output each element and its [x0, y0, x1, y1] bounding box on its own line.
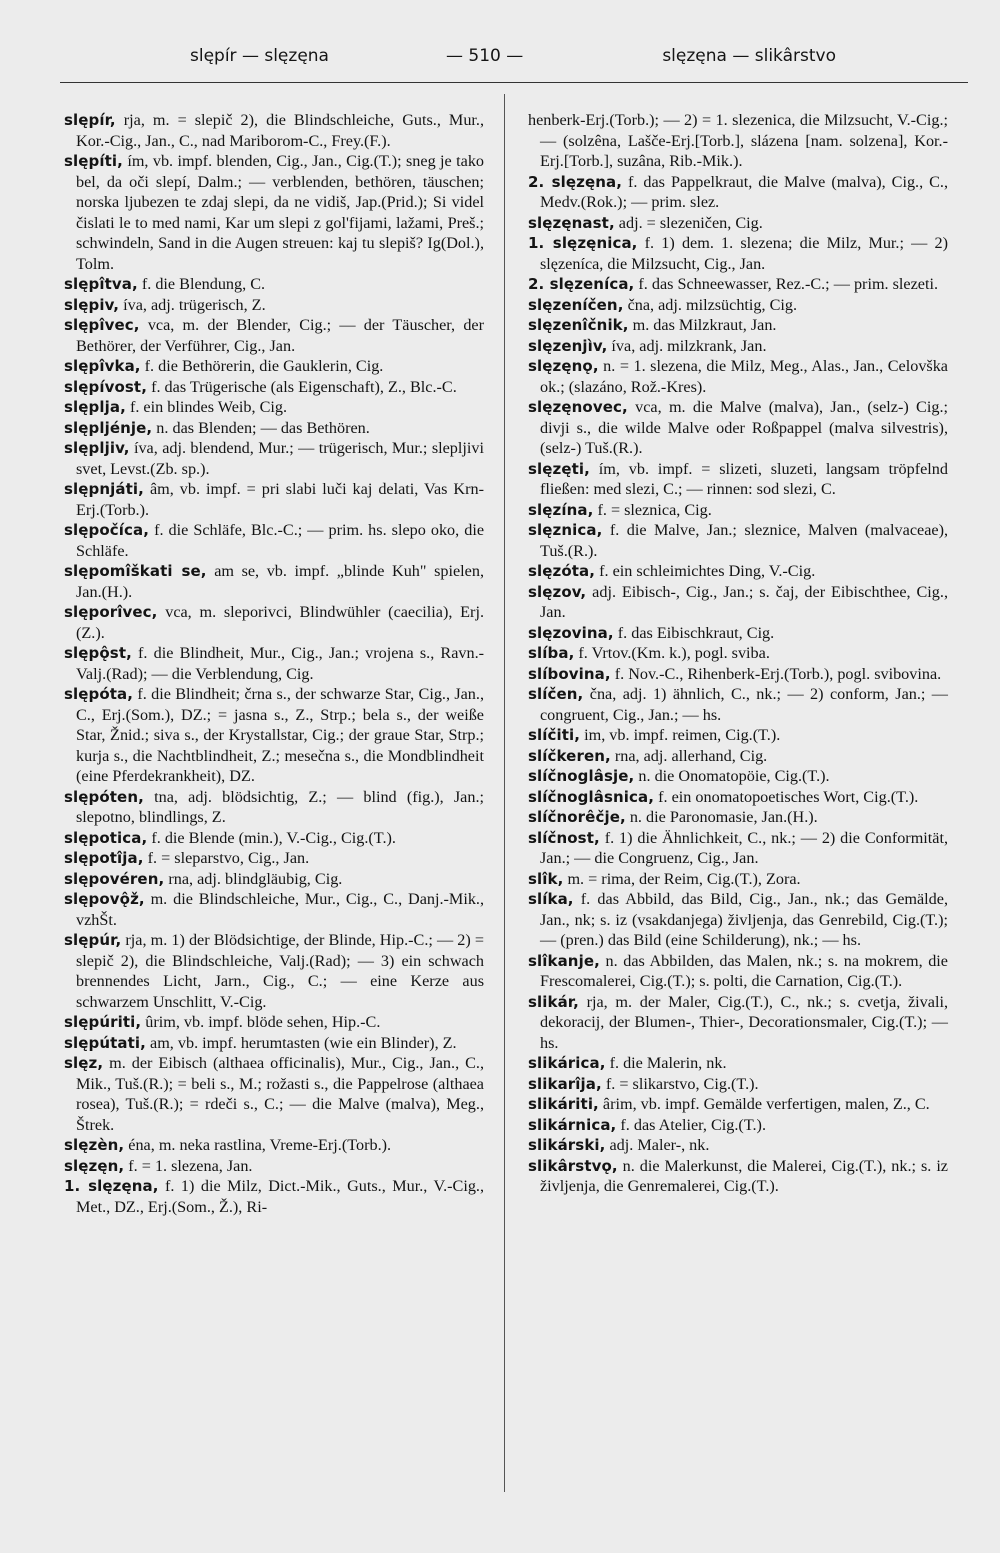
entry-definition: f. = slikarstvo, Cig.(T.). [605, 1074, 759, 1093]
dictionary-entry [528, 992, 948, 1054]
entry-definition: im, vb. impf. reimen, Cig.(T.). [584, 726, 781, 744]
entry-headword: slępotica, [64, 828, 148, 847]
entry-definition: ím, vb. impf. blenden, Cig., Jan., Cig.(T.); sneg je tako bel, da oči slepí, Dalm.; — verblenden, bethören, täuschen; norska ljubezen te zdaj slepi, da ne vidiš, Jap.(Prid.); Si videl čislati le to med nami, Kar um slepi z gol'fijami, lažami, Preš.; schwindeln, Sand in die Augen streuen: kaj tu slepiš? Ig(Dol.), Tolm. [76, 152, 485, 273]
entry-headword: slępovéren, [64, 869, 165, 888]
entry-headword: slęz, [64, 1054, 104, 1072]
entry-definition: f. das Abbild, das Bild, Cig., Jan., nk.; das Gemälde, Jan., nk; s. iz (vsakdanjega) življenja, das Genrebild, Cig.(T.); — (pren.) das Bild (eine Schilderung), nk.; — hs. [540, 890, 948, 949]
dictionary-entry [64, 274, 484, 295]
entry-definition: m. die Blindschleiche, Mur., Cig., C., Danj.-Mik., vzhŠt. [76, 890, 485, 929]
entry-definition: rna, adj. blindgläubig, Cig. [168, 869, 343, 888]
entry-definition: f. die Malerin, nk. [609, 1054, 727, 1072]
dictionary-entry [528, 1074, 948, 1095]
entry-headword: slępúr, [64, 931, 122, 949]
dictionary-entry [64, 315, 484, 356]
entry-definition: f. das Trügerische (als Eigenschaft), Z., Blc.-C. [151, 377, 457, 396]
entry-definition: f. die Blindheit; črna s., der schwarze Star, Cig., Jan., C., Erj.(Som.), DZ.; = jasna s., Z., Strp.; bela s., der weiße Star, Žnid.; siva s., der Krystallstar, Cig.; der graue Star, Strp.; kurja s., die Nachtblindheit, Z.; mesečna s., die Mondblindheit (eine Pferdekrankheit), DZ. [76, 685, 484, 785]
entry-definition: adj. Maler-, nk. [609, 1136, 710, 1154]
entry-definition: adj. = slezeničen, Cig. [618, 213, 763, 232]
entry-definition: ârim, vb. impf. Gemälde verfertigen, malen, Z., C. [602, 1095, 930, 1113]
entry-headword: slíčnost, [528, 828, 600, 847]
dictionary-entry [528, 520, 948, 561]
dictionary-entry [64, 295, 484, 316]
dictionary-entry [64, 643, 484, 684]
dictionary-entry [528, 1053, 948, 1074]
entry-definition: f. die Schläfe, Blc.-C.; — prim. hs. slepo oko, die Schläfe. [76, 521, 485, 560]
dictionary-entry [64, 684, 484, 787]
entry-headword: slikarîja, [528, 1074, 602, 1093]
entry-headword: slępîtva, [64, 275, 138, 293]
entry-headword: slîkanje, [528, 951, 600, 970]
dictionary-entry [528, 274, 948, 295]
entry-definition: f. ein blindes Weib, Cig. [129, 398, 288, 416]
dictionary-entry [528, 397, 948, 459]
dictionary-entry [528, 807, 948, 828]
entry-definition: f. die Malve, Jan.; sleznice, Malven (malvaceae), Tuš.(R.). [540, 521, 949, 560]
entry-headword: slikárica, [528, 1054, 606, 1072]
dictionary-entry [64, 151, 484, 274]
entry-definition: íva, adj. milzkrank, Jan. [611, 336, 767, 355]
dictionary-entry [528, 869, 948, 890]
dictionary-entry [528, 787, 948, 808]
entry-definition: f. Vrtov.(Km. k.), pogl. sviba. [578, 644, 770, 662]
running-head [190, 42, 836, 72]
entry-headword: slikárnica, [528, 1115, 617, 1134]
entry-definition: f. Nov.-C., Rihenberk-Erj.(Torb.), pogl. svibovina. [614, 664, 942, 683]
entry-definition: n. die Paronomasie, Jan.(H.). [629, 808, 818, 826]
dictionary-entry [64, 1012, 484, 1033]
entry-definition: ûrim, vb. impf. blöde sehen, Hip.-C. [145, 1013, 381, 1031]
dictionary-entry [528, 623, 948, 644]
entry-headword: slęzèn, [64, 1136, 125, 1154]
dictionary-entry [528, 746, 948, 767]
entry-headword: slíčiti, [528, 726, 581, 744]
entry-definition: f. die Blende (min.), V.-Cig., Cig.(T.). [151, 828, 396, 847]
dictionary-entry [528, 889, 948, 951]
entry-headword: slęznica, [528, 521, 603, 539]
entry-definition: f. = sleparstvo, Cig., Jan. [147, 849, 310, 867]
entry-definition: f. ein schleimichtes Ding, V.-Cig. [599, 562, 816, 580]
entry-headword: slíčkeren, [528, 746, 611, 765]
entry-headword: slikáriti, [528, 1095, 599, 1113]
column-divider [504, 94, 505, 1492]
running-head-left: slępír — slęzęna [190, 46, 329, 66]
entry-headword: slęzína, [528, 500, 594, 519]
dictionary-entry [528, 110, 948, 172]
entry-definition: f. das Atelier, Cig.(T.). [620, 1115, 766, 1134]
entry-headword: slępîvec, [64, 316, 140, 334]
entry-headword: slíčen, [528, 685, 584, 703]
dictionary-entry [64, 828, 484, 849]
entry-definition: f. 1) die Ähnlichkeit, C., nk.; — 2) die Conformität, Jan.; — die Congruenz, Cig., Jan. [540, 828, 949, 867]
entry-definition: f. ein onomatopoetisches Wort, Cig.(T.). [658, 787, 919, 806]
dictionary-entry [64, 848, 484, 869]
entry-definition: rja, m. der Maler, Cig.(T.), C., nk.; s. cvetja, živali, dekoracij, der Blumen-, Thier-, Decorationsmaler, Cig.(T.); — hs. [540, 992, 948, 1052]
header-rule [60, 82, 968, 83]
dictionary-entry [64, 520, 484, 561]
entry-definition: f. das Eibischkraut, Cig. [617, 623, 775, 642]
entry-headword: 2. slęzęna, [528, 172, 623, 191]
entry-headword: slępír, [64, 111, 116, 129]
entry-definition: n. die Malerkunst, die Malerei, Cig.(T.), nk.; s. iz življenja, die Genremalerei, Cig.(T.). [540, 1156, 948, 1195]
dictionary-entry [528, 1156, 948, 1197]
entry-headword: slęzęnast, [528, 213, 615, 232]
entry-definition: vca, m. sleporivci, Blindwühler (caecilia), Erj.(Z.). [76, 603, 484, 642]
right-column [528, 110, 948, 1197]
entry-headword: slíka, [528, 890, 574, 908]
dictionary-entry [528, 213, 948, 234]
dictionary-entry [64, 1156, 484, 1177]
entry-headword: 1. slęzęna, [64, 1177, 159, 1195]
dictionary-entry [64, 356, 484, 377]
dictionary-entry [64, 869, 484, 890]
entry-headword: slępljiv, [64, 439, 130, 457]
dictionary-entry [528, 766, 948, 787]
dictionary-entry [528, 951, 948, 992]
entry-definition: f. = sleznica, Cig. [597, 500, 712, 519]
entry-headword: slîk, [528, 869, 564, 888]
dictionary-entry [64, 479, 484, 520]
dictionary-entry [64, 1176, 484, 1217]
page-number: — 510 — [446, 46, 524, 66]
entry-headword: slępúriti, [64, 1013, 142, 1031]
entry-headword: slíčnoglâsje, [528, 767, 635, 785]
dictionary-entry [528, 828, 948, 869]
dictionary-entry [528, 643, 948, 664]
entry-definition: f. die Blindheit, Mur., Cig., Jan.; vrojena s., Ravn.-Valj.(Rad); — die Verblendung, Cig. [76, 644, 485, 683]
entry-definition: am se, vb. impf. „blinde Kuh" spielen, Jan.(H.). [76, 562, 484, 601]
entry-definition: rja, m. 1) der Blödsichtige, der Blinde, Hip.-C.; — 2) = slepič 2), die Blindschleiche, Valj.(Rad); — 3) ein schwach brennendes Licht, Jarn., Cig., C.; — eine Kerze aus schwarzem Unschlitt, V.-Cig. [76, 931, 484, 1011]
entry-headword: slíba, [528, 644, 575, 662]
entry-headword: slęzov, [528, 582, 587, 601]
dictionary-entry [528, 582, 948, 623]
entry-headword: slępǫ̂st, [64, 644, 132, 662]
entry-headword: slęzovina, [528, 623, 614, 642]
entry-headword: slęzęn, [64, 1156, 125, 1175]
entry-definition: adj. Eibisch-, Cig., Jan.; s. čaj, der Eibischthee, Cig., Jan. [540, 582, 948, 621]
entry-headword: slępóten, [64, 787, 144, 806]
entry-headword: slęzęnovec, [528, 398, 628, 416]
entry-headword: slíbovina, [528, 664, 611, 683]
entry-definition: tna, adj. blödsichtig, Z.; — blind (fig.), Jan.; slepotno, blindlings, Z. [76, 787, 485, 826]
entry-definition: ím, vb. impf. = slizeti, sluzeti, langsam tröpfelnd fließen: med slezi, C.; — rinnen: sod slezi, C. [540, 459, 948, 498]
entry-definition: m. der Eibisch (althaea officinalis), Mur., Cig., Jan., C., Mik., Tuš.(R.); = beli s., M.; rožasti s., die Pappelrose (althaea rosea), Tuš.(R.); = rdeči s., C.; — die Malve (malva), Meg., Štrek. [76, 1054, 484, 1134]
entry-headword: slępíti, [64, 152, 123, 170]
left-column [64, 110, 484, 1217]
dictionary-entry [528, 356, 948, 397]
dictionary-entry [528, 1094, 948, 1115]
entry-headword: slępívost, [64, 377, 148, 396]
dictionary-entry [528, 336, 948, 357]
entry-definition: m. das Milzkraut, Jan. [632, 316, 777, 334]
entry-definition: âm, vb. impf. = pri slabi luči kaj delati, Vas Krn-Erj.(Torb.). [76, 480, 484, 519]
dictionary-entry [64, 787, 484, 828]
entry-definition: f. das Pappelkraut, die Malve (malva), Cig., C., Medv.(Rok.); — prim. slez. [540, 172, 949, 211]
dictionary-entry [528, 1115, 948, 1136]
dictionary-entry [64, 1033, 484, 1054]
entry-headword: slíčnorêčje, [528, 808, 626, 826]
entry-headword: slęzenjìv, [528, 336, 608, 355]
entry-definition: f. = 1. slezena, Jan. [128, 1156, 253, 1175]
entry-definition: n. = 1. slezena, die Milz, Meg., Alas., Jan., Celovška ok.; (slazáno, Rož.-Kres). [540, 357, 948, 396]
entry-definition: n. das Abbilden, das Malen, nk.; s. na mokrem, die Frescomalerei, Cig.(T.); s. polti, die Carnation, Cig.(T.). [540, 951, 948, 990]
entry-headword: slęzęti, [528, 459, 590, 478]
dictionary-entry [64, 418, 484, 439]
entry-headword: slępiv, [64, 295, 120, 314]
dictionary-entry [64, 438, 484, 479]
dictionary-entry [528, 725, 948, 746]
entry-definition: čna, adj. milzsüchtig, Cig. [627, 295, 798, 314]
dictionary-entry [64, 397, 484, 418]
entry-headword: slępnjáti, [64, 480, 144, 498]
dictionary-entry [528, 1135, 948, 1156]
entry-definition: íva, adj. blendend, Mur.; — trügerisch, Mur.; slepljivi svet, Levst.(Zb. sp.). [76, 439, 484, 478]
dictionary-entry [64, 561, 484, 602]
entry-definition: f. das Schneewasser, Rez.-C.; — prim. slezeti. [638, 275, 939, 293]
entry-headword: slikárski, [528, 1136, 606, 1154]
entry-definition: rna, adj. allerhand, Cig. [614, 746, 768, 765]
entry-headword: slępovǫ̂ž, [64, 890, 145, 908]
dictionary-entry [64, 1053, 484, 1135]
entry-headword: slęzenîčnik, [528, 316, 629, 334]
entry-definition: íva, adj. trügerisch, Z. [123, 295, 266, 314]
entry-headword: slikár, [528, 992, 579, 1011]
entry-headword: slępotîja, [64, 849, 144, 867]
entry-headword: slęporîvec, [64, 603, 158, 621]
entry-definition: am, vb. impf. herumtasten (wie ein Blinder), Z. [150, 1033, 457, 1052]
entry-definition: čna, adj. 1) ähnlich, C., nk.; — 2) conform, Jan.; — congruent, Cig., Jan.; — hs. [540, 685, 948, 724]
entry-headword: slępljénje, [64, 418, 153, 437]
dictionary-entry [528, 233, 948, 274]
dictionary-entry [64, 377, 484, 398]
entry-definition: n. das Blenden; — das Bethören. [156, 418, 370, 437]
entry-headword: slikârstvǫ, [528, 1156, 618, 1175]
entry-headword: slępútati, [64, 1033, 146, 1052]
entry-definition: f. 1) dem. 1. slezena; die Milz, Mur.; — 2) slęzeníca, die Milzsucht, Cig., Jan. [540, 234, 949, 273]
entry-headword: slęzęnǫ, [528, 357, 599, 375]
entry-headword: slęzóta, [528, 562, 596, 580]
dictionary-entry [528, 459, 948, 500]
entry-definition: f. 1) die Milz, Dict.-Mik., Guts., Mur., V.-Cig., Met., DZ., Erj.(Som., Ž.), Ri- [76, 1177, 485, 1216]
entry-headword: slępočíca, [64, 521, 150, 539]
entry-definition: henberk-Erj.(Torb.); — 2) = 1. slezenica, die Milzsucht, V.-Cig.; — (solzêna, Lašče-Erj.[Torb.], slázena [nam. solzena], Kor.-Erj.[Torb.], suzâna, Rib.-Mik.). [528, 111, 948, 170]
dictionary-entry [528, 315, 948, 336]
entry-headword: slęzeníčen, [528, 295, 624, 314]
dictionary-entry [64, 602, 484, 643]
dictionary-entry [528, 172, 948, 213]
entry-headword: slęplja, [64, 398, 126, 416]
dictionary-entry [64, 110, 484, 151]
entry-headword: 1. slęzęnica, [528, 234, 638, 252]
dictionary-entry [528, 561, 948, 582]
entry-headword: slíčnoglâsnica, [528, 787, 655, 806]
entry-definition: éna, m. neka rastlina, Vreme-Erj.(Torb.). [128, 1136, 392, 1154]
entry-definition: vca, m. der Blender, Cig.; — der Täuscher, der Bethörer, der Verführer, Cig., Jan. [76, 316, 485, 355]
running-head-right: slęzęna — slikârstvo [662, 46, 836, 66]
dictionary-entry [64, 930, 484, 1012]
dictionary-entry [64, 1135, 484, 1156]
dictionary-entry [528, 295, 948, 316]
dictionary-entry [528, 664, 948, 685]
dictionary-entry [528, 500, 948, 521]
entry-definition: f. die Blendung, C. [141, 275, 266, 293]
entry-definition: rja, m. = slepič 2), die Blindschleiche, Guts., Mur., Kor.-Cig., Jan., C., nad Mariborom-C., Frey.(F.). [76, 111, 485, 150]
entry-headword: slępîvka, [64, 357, 141, 375]
entry-definition: m. = rima, der Reim, Cig.(T.), Zora. [567, 869, 801, 888]
dictionary-entry [64, 889, 484, 930]
entry-definition: f. die Bethörerin, die Gauklerin, Cig. [144, 357, 384, 375]
entry-definition: vca, m. die Malve (malva), Jan., (selz-) Cig.; divji s., die wilde Malve oder Roßpappel (malva silvestris), (selz-) Tuš.(R.). [540, 398, 948, 457]
entry-definition: n. die Onomatopöie, Cig.(T.). [638, 767, 830, 785]
dictionary-entry [528, 684, 948, 725]
entry-headword: slępóta, [64, 685, 134, 703]
entry-headword: 2. slęzeníca, [528, 275, 635, 293]
entry-headword: slępomîškati se, [64, 562, 207, 580]
